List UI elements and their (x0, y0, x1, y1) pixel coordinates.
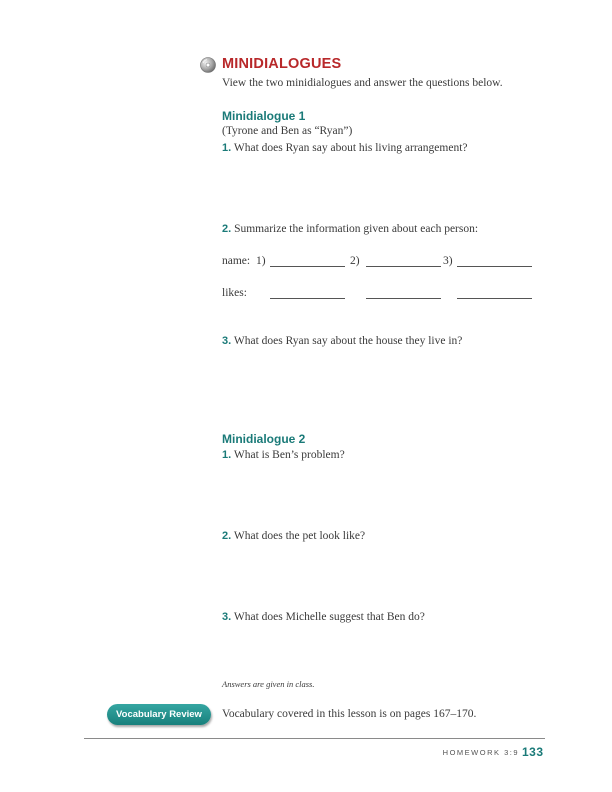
disc-icon (200, 57, 216, 73)
name-blank-1[interactable] (270, 266, 345, 267)
minidialogue-2-heading: Minidialogue 2 (222, 432, 306, 446)
name-label: name: (222, 255, 251, 267)
question-text: What does Michelle suggest that Ben do? (233, 611, 425, 623)
likes-blank-2[interactable] (366, 298, 441, 299)
question-1-1 (222, 142, 468, 154)
question-number: 2. (222, 223, 232, 235)
slot-label-2: 2) (350, 255, 360, 267)
name-blank-2[interactable] (366, 266, 441, 267)
page-number: 133 (522, 745, 544, 759)
likes-blank-3[interactable] (457, 298, 532, 299)
question-2-1 (222, 449, 345, 461)
question-number: 3. (222, 611, 232, 623)
question-number: 2. (222, 530, 232, 542)
question-text: What does Ryan say about the house they live in? (233, 335, 463, 347)
question-text: What does the pet look like? (233, 530, 366, 542)
question-1-3 (222, 335, 462, 347)
question-text: Summarize the information given about each person: (234, 223, 479, 235)
question-number: 3. (222, 335, 232, 347)
section-instructions: View the two minidialogues and answer the questions below. (222, 77, 503, 89)
question-text: What is Ben’s problem? (233, 449, 345, 461)
question-2-3 (222, 611, 425, 623)
question-2-2 (222, 530, 365, 542)
slot-label-1: 1) (256, 255, 266, 267)
slot-label-3: 3) (443, 255, 453, 267)
question-number: 1. (222, 449, 232, 461)
question-1-2 (222, 223, 478, 235)
likes-blank-1[interactable] (270, 298, 345, 299)
footer-label: HOMEWORK 3:9 (442, 748, 519, 757)
minidialogue-1-note: (Tyrone and Ben as “Ryan”) (222, 125, 353, 137)
footer-divider (84, 738, 545, 739)
vocabulary-text: Vocabulary covered in this lesson is on pages 167–170. (222, 708, 477, 720)
vocabulary-review-badge: Vocabulary Review (107, 704, 211, 725)
question-number: 1. (222, 142, 232, 154)
question-text: What does Ryan say about his living arrangement? (233, 142, 468, 154)
minidialogue-1-heading: Minidialogue 1 (222, 109, 306, 123)
likes-label: likes: (222, 287, 247, 299)
name-blank-3[interactable] (457, 266, 532, 267)
answers-note: Answers are given in class. (222, 679, 315, 689)
section-title: MINIDIALOGUES (222, 56, 342, 72)
